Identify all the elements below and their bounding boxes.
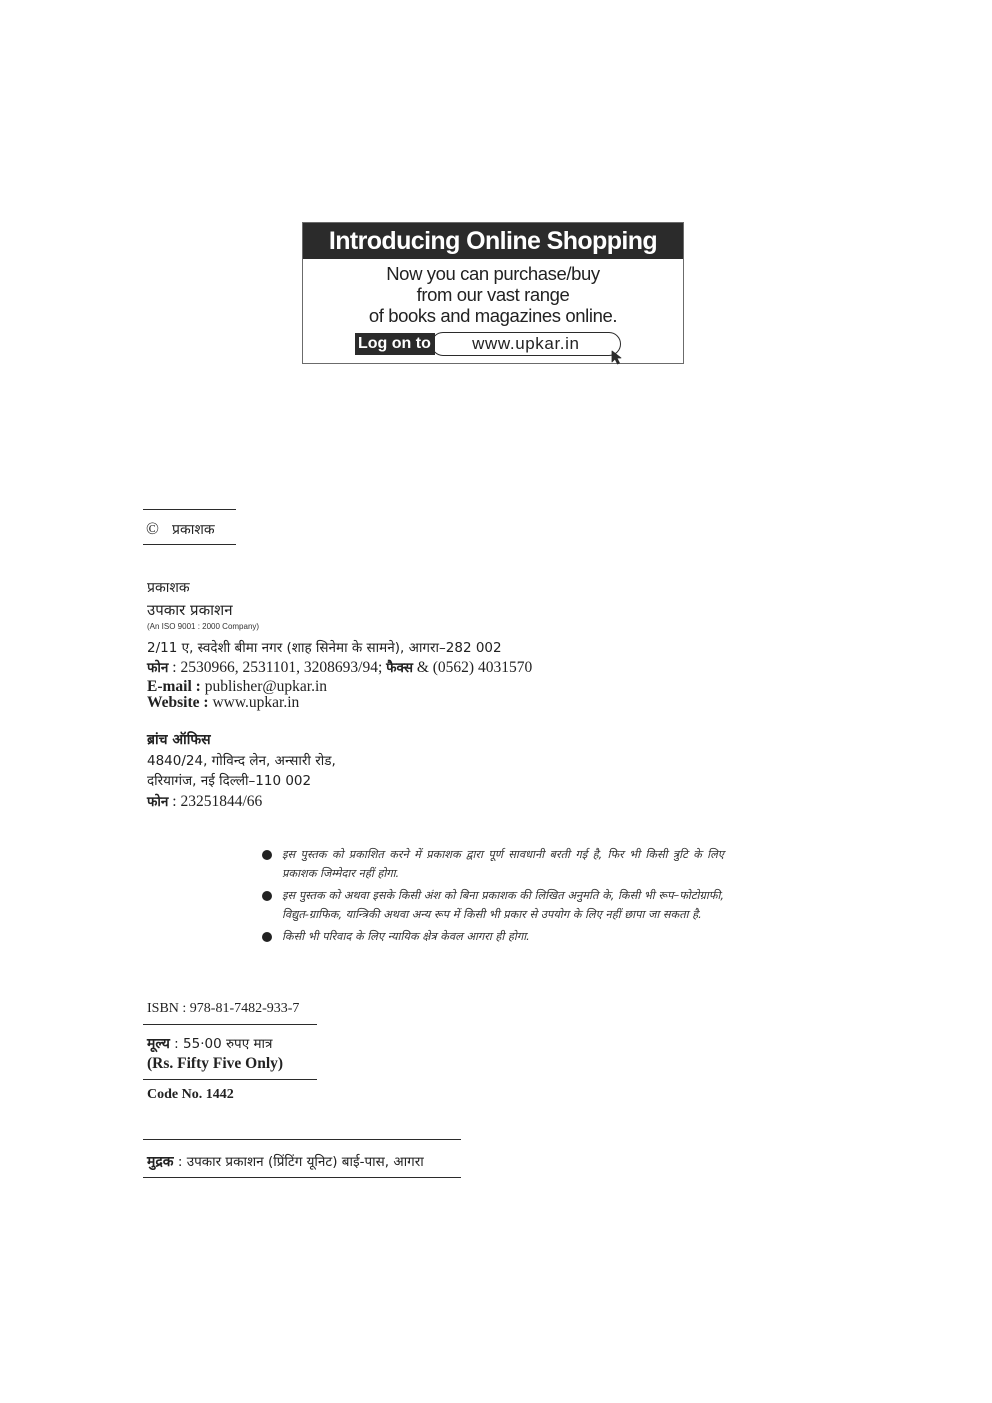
ad-body <box>303 263 683 326</box>
printer-label: मुद्रक <box>147 1154 174 1170</box>
copyright-symbol: © <box>146 519 159 538</box>
note-text: इस पुस्तक को अथवा इसके किसी अंश को बिना प्रकाशक की लिखित अनुमति के, किसी भी रूप–फोटोग्राफी, विद्युत-ग्राफिक, यान्त्रिकी अथवा अन्य रूप में किसी भी प्रकार से उपयोग के लिए नहीं छापा जा सकता है. <box>282 889 724 921</box>
ad-headline: Introducing Online Shopping <box>303 223 683 259</box>
website-url-link[interactable] <box>431 332 621 356</box>
ad-line: from our vast range <box>416 284 570 305</box>
ad-line: Now you can purchase/buy <box>386 263 600 284</box>
ad-line: of books and magazines online. <box>368 305 618 326</box>
copyright-holder: प्रकाशक <box>172 522 215 538</box>
branch-address-line: 4840/24, गोविन्द लेन, अन्सारी रोड, <box>147 753 336 769</box>
fax-number: & (0562) 4031570 <box>412 659 533 676</box>
publisher-contact <box>147 657 532 677</box>
website-link[interactable]: www.upkar.in <box>208 694 300 711</box>
disclaimer-notes <box>262 846 724 951</box>
email-label: E-mail : <box>147 678 201 695</box>
isbn: ISBN : 978-81-7482-933-7 <box>147 1001 300 1016</box>
branch-phone-number: : 23251844/66 <box>168 793 263 810</box>
bullet-icon <box>262 850 272 860</box>
online-shopping-ad <box>302 222 684 364</box>
divider <box>143 1139 461 1140</box>
code-number: Code No. 1442 <box>147 1087 234 1102</box>
publisher-name: उपकार प्रकाशन <box>147 601 233 619</box>
phone-numbers: : 2530966, 2531101, 3208693/94; <box>168 659 387 676</box>
printer-text: : उपकार प्रकाशन (प्रिंटिंग यूनिट) बाई-पास, आगरा <box>173 1154 424 1170</box>
website-label: Website : <box>147 694 209 711</box>
publisher-address: 2/11 ए, स्वदेशी बीमा नगर (शाह सिनेमा के सामने), आगरा–282 002 <box>147 640 502 656</box>
branch-address-line: दरियागंज, नई दिल्ली–110 002 <box>147 773 312 789</box>
list-item <box>262 887 724 924</box>
divider <box>143 1177 461 1178</box>
mouse-pointer-icon <box>611 350 624 365</box>
list-item <box>262 846 724 883</box>
publisher-label: प्रकाशक <box>147 580 190 596</box>
email-link[interactable]: publisher@upkar.in <box>200 678 328 695</box>
note-text: किसी भी परिवाद के लिए न्यायिक क्षेत्र केवल आगरा ही होगा. <box>282 930 530 943</box>
logon-label: Log on to <box>355 333 435 355</box>
note-text: इस पुस्तक को प्रकाशित करने में प्रकाशक द्वारा पूर्ण सावधानी बरती गई है, फिर भी किसी त्रुटि के लिए प्रकाशक जिम्मेदार नहीं होगा. <box>282 848 724 880</box>
list-item <box>262 928 724 947</box>
branch-label: ब्रांच ऑफिस <box>147 732 211 748</box>
bullet-icon <box>262 932 272 942</box>
price-in-words: (Rs. Fifty Five Only) <box>147 1055 284 1072</box>
iso-note: (An ISO 9001 : 2000 Company) <box>147 622 260 631</box>
price <box>147 1033 272 1053</box>
divider <box>143 1079 317 1080</box>
publisher-website <box>147 692 299 712</box>
printer-line <box>147 1151 424 1171</box>
url-text: www.upkar.in <box>472 334 580 353</box>
branch-phone-label: फोन <box>147 794 169 810</box>
price-label: मूल्य <box>147 1036 170 1052</box>
branch-phone <box>147 791 262 811</box>
ad-logon <box>355 332 621 356</box>
divider <box>143 544 236 545</box>
copyright <box>146 519 215 539</box>
phone-label: फोन <box>147 660 169 676</box>
bullet-icon <box>262 891 272 901</box>
divider <box>143 1024 317 1025</box>
price-value: : 55·00 रुपए मात्र <box>169 1036 273 1052</box>
fax-label: फैक्स <box>386 660 413 676</box>
divider <box>143 509 236 510</box>
